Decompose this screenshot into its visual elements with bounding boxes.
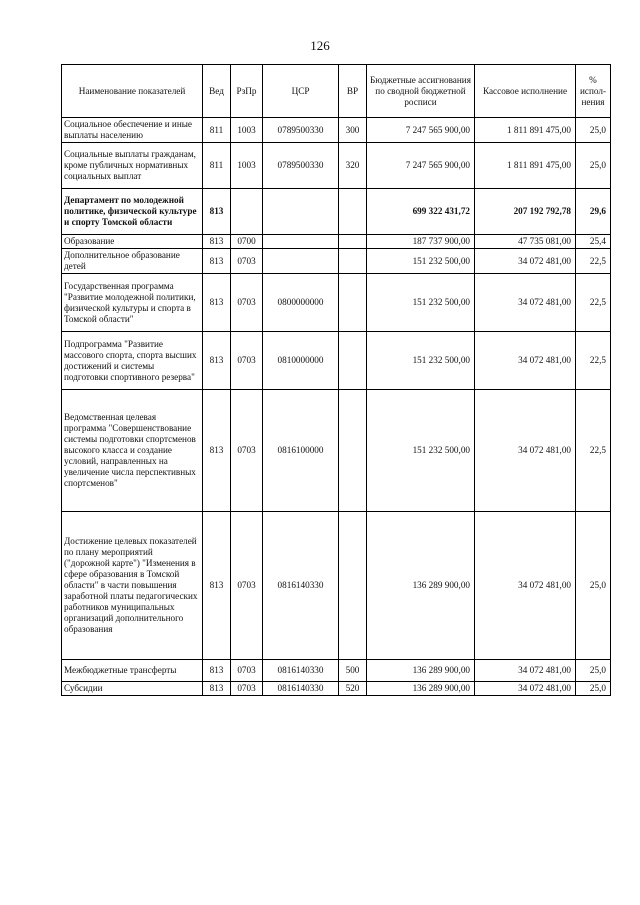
header-vr: ВР [339, 65, 367, 118]
table-row [62, 512, 611, 660]
table-row [62, 332, 611, 390]
cell-percent: 25,0 [576, 143, 611, 189]
cell-vr [339, 512, 367, 660]
table-row [62, 390, 611, 512]
cell-execution: 34 072 481,00 [475, 660, 576, 682]
cell-csr: 0816140330 [263, 682, 339, 696]
cell-assignments: 136 289 900,00 [367, 660, 475, 682]
cell-rzpr: 0700 [231, 235, 263, 249]
cell-execution: 34 072 481,00 [475, 512, 576, 660]
header-percent: % испол- нения [576, 65, 611, 118]
cell-assignments: 151 232 500,00 [367, 249, 475, 274]
cell-name: Субсидии [62, 682, 203, 696]
cell-execution: 1 811 891 475,00 [475, 143, 576, 189]
header-rzpr: РзПр [231, 65, 263, 118]
cell-name: Подпрограмма "Развитие массового спорта, спорта высших достижений и системы подготовки спортивного резерва" [62, 332, 203, 390]
cell-vr: 500 [339, 660, 367, 682]
cell-percent: 22,5 [576, 249, 611, 274]
cell-csr: 0789500330 [263, 118, 339, 143]
cell-execution: 34 072 481,00 [475, 274, 576, 332]
cell-ved: 813 [203, 235, 231, 249]
cell-csr: 0810000000 [263, 332, 339, 390]
cell-vr [339, 332, 367, 390]
table-row [62, 118, 611, 143]
budget-table [61, 64, 611, 696]
cell-assignments: 151 232 500,00 [367, 332, 475, 390]
cell-ved: 813 [203, 390, 231, 512]
cell-percent: 25,0 [576, 118, 611, 143]
cell-vr: 520 [339, 682, 367, 696]
cell-rzpr: 0703 [231, 390, 263, 512]
cell-assignments: 151 232 500,00 [367, 274, 475, 332]
cell-vr: 300 [339, 118, 367, 143]
cell-name: Образование [62, 235, 203, 249]
table-row [62, 249, 611, 274]
cell-vr [339, 274, 367, 332]
cell-percent: 22,5 [576, 390, 611, 512]
cell-vr [339, 189, 367, 235]
cell-vr [339, 249, 367, 274]
table-row [62, 235, 611, 249]
cell-csr: 0816140330 [263, 660, 339, 682]
table-row [62, 189, 611, 235]
cell-rzpr: 0703 [231, 682, 263, 696]
cell-execution: 1 811 891 475,00 [475, 118, 576, 143]
cell-percent: 22,5 [576, 274, 611, 332]
cell-name: Социальные выплаты гражданам, кроме публичных нормативных социальных выплат [62, 143, 203, 189]
cell-name: Дополнительное образование детей [62, 249, 203, 274]
cell-rzpr: 1003 [231, 143, 263, 189]
table-row [62, 143, 611, 189]
cell-csr [263, 189, 339, 235]
cell-rzpr: 0703 [231, 660, 263, 682]
cell-vr: 320 [339, 143, 367, 189]
cell-percent: 25,0 [576, 660, 611, 682]
cell-name: Достижение целевых показателей по плану мероприятий ("дорожной карте") "Изменения в сфере образования в Томской области" в части повышения заработной платы педагогических работников муниципальных организаций дополнительного образования [62, 512, 203, 660]
cell-name: Ведомственная целевая программа "Совершенствование системы подготовки спортсменов высокого класса и создание условий, направленных на увеличение числа перспективных спортсменов" [62, 390, 203, 512]
cell-assignments: 151 232 500,00 [367, 390, 475, 512]
cell-execution: 34 072 481,00 [475, 249, 576, 274]
cell-csr: 0816140330 [263, 512, 339, 660]
cell-name: Межбюджетные трансферты [62, 660, 203, 682]
cell-csr: 0789500330 [263, 143, 339, 189]
cell-ved: 813 [203, 682, 231, 696]
cell-rzpr: 0703 [231, 274, 263, 332]
cell-ved: 813 [203, 249, 231, 274]
cell-csr [263, 249, 339, 274]
cell-ved: 813 [203, 274, 231, 332]
cell-ved: 811 [203, 118, 231, 143]
cell-csr: 0800000000 [263, 274, 339, 332]
cell-csr: 0816100000 [263, 390, 339, 512]
header-assignments: Бюджетные ассигнования по сводной бюджетной росписи [367, 65, 475, 118]
cell-percent: 25,0 [576, 512, 611, 660]
cell-assignments: 7 247 565 900,00 [367, 118, 475, 143]
cell-assignments: 136 289 900,00 [367, 682, 475, 696]
cell-percent: 25,0 [576, 682, 611, 696]
cell-ved: 813 [203, 512, 231, 660]
header-csr: ЦСР [263, 65, 339, 118]
cell-ved: 813 [203, 332, 231, 390]
cell-execution: 34 072 481,00 [475, 332, 576, 390]
cell-assignments: 136 289 900,00 [367, 512, 475, 660]
cell-assignments: 187 737 900,00 [367, 235, 475, 249]
page-number: 126 [310, 38, 330, 53]
cell-vr [339, 235, 367, 249]
table-header-row [62, 65, 611, 118]
cell-rzpr: 1003 [231, 118, 263, 143]
header-execution: Кассовое исполнение [475, 65, 576, 118]
cell-rzpr [231, 189, 263, 235]
cell-name: Социальное обеспечение и иные выплаты населению [62, 118, 203, 143]
cell-ved: 813 [203, 189, 231, 235]
cell-rzpr: 0703 [231, 249, 263, 274]
cell-assignments: 7 247 565 900,00 [367, 143, 475, 189]
cell-execution: 47 735 081,00 [475, 235, 576, 249]
cell-name: Государственная программа "Развитие молодежной политики, физической культуры и спорта в Томской области" [62, 274, 203, 332]
cell-assignments: 699 322 431,72 [367, 189, 475, 235]
cell-execution: 207 192 792,78 [475, 189, 576, 235]
cell-percent: 25,4 [576, 235, 611, 249]
cell-percent: 29,6 [576, 189, 611, 235]
cell-rzpr: 0703 [231, 512, 263, 660]
cell-execution: 34 072 481,00 [475, 390, 576, 512]
cell-execution: 34 072 481,00 [475, 682, 576, 696]
cell-ved: 813 [203, 660, 231, 682]
table-row [62, 682, 611, 696]
cell-vr [339, 390, 367, 512]
table-row [62, 274, 611, 332]
header-ved: Вед [203, 65, 231, 118]
header-name: Наименование показателей [62, 65, 203, 118]
table-body [62, 118, 611, 696]
table-row [62, 660, 611, 682]
cell-rzpr: 0703 [231, 332, 263, 390]
cell-name: Департамент по молодежной политике, физической культуре и спорту Томской области [62, 189, 203, 235]
cell-csr [263, 235, 339, 249]
cell-ved: 811 [203, 143, 231, 189]
cell-percent: 22,5 [576, 332, 611, 390]
